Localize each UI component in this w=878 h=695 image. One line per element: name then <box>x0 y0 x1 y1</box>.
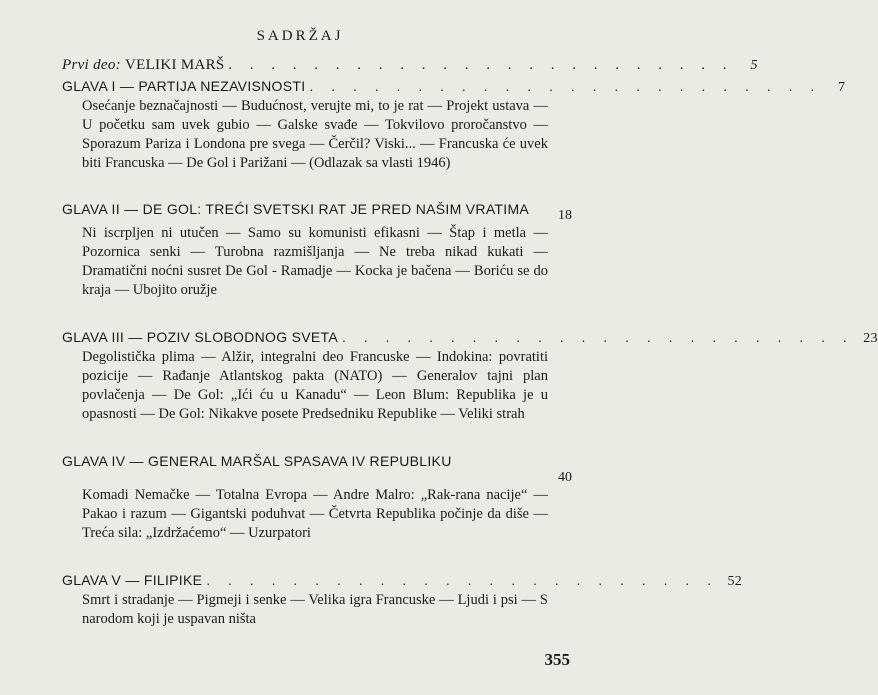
chapter-entry-2 <box>62 200 572 300</box>
chapter-heading: GLAVA I — PARTIJA NEZAVISNOSTI <box>62 78 306 94</box>
part-title: VELIKI MARŠ <box>125 57 225 73</box>
chapter-entry-1 <box>62 77 846 173</box>
chapter-topics: Ni iscrpljen ni utučen — Samo su komunisti efikasni — Štap i metla — Pozornica senki — Turobna razmišljanja — Ne treba nikad kukati — Dramatični noćni susret De Gol - Ramadje — Kocka je bačena — Boriću se do kraja — Ubojito oružje <box>82 225 548 298</box>
chapter-page-number: 18 <box>558 208 572 223</box>
chapter-entry-5 <box>62 571 743 629</box>
chapter-heading: GLAVA IV — GENERAL MARŠAL SPASAVA IV REPUBLIKU <box>62 453 452 469</box>
chapter-topics: Osećanje beznačajnosti — Budućnost, verujte mi, to je rat — Projekt ustava — U početku sam uvek gubio — Galske svađe — Tokvilovo proročanstvo — Sporazum Pariza i Londona pre svega — Čerčil? Viski... — Francuska će uvek biti Francuska — De Gol i Parižani — (Odlazak sa vlasti 1946) <box>82 98 548 171</box>
chapter-page-number: 52 <box>727 574 743 589</box>
dot-leader: . . . . . . . . . . . . . . . . . . . . . . . . <box>341 329 854 345</box>
chapter-heading: GLAVA V — FILIPIKE <box>62 572 203 588</box>
page-title: SADRŽAJ <box>256 28 344 44</box>
part-entry <box>62 56 758 75</box>
chapter-topics: Smrt i stradanje — Pigmeji i senke — Velika igra Francuske — Ljudi i psi — S narodom koji je uspavan ništa <box>82 592 548 627</box>
dot-leader: . . . . . . . . . . . . . . . . . . . . . . . . <box>206 572 719 588</box>
chapter-heading: GLAVA III — POZIV SLOBODNOG SVETA <box>62 329 338 345</box>
chapter-entry-3 <box>62 328 878 424</box>
table-of-contents <box>62 52 878 629</box>
page-number: 355 <box>544 650 570 669</box>
chapter-heading: GLAVA II — DE GOL: TREĆI SVETSKI RAT JE PRED NAŠIM VRATIMA <box>62 201 530 217</box>
chapter-page-number: 23 <box>863 331 878 346</box>
part-page-number: 5 <box>750 58 758 73</box>
chapter-page-number: 40 <box>558 470 572 485</box>
part-prefix: Prvi deo: <box>62 57 121 73</box>
chapter-page-number: 7 <box>837 80 846 95</box>
dot-leader: . . . . . . . . . . . . . . . . . . . . . . . . <box>309 78 822 94</box>
chapter-topics: Degolistička plima — Alžir, integralni deo Francuske — Indokina: povratiti pozicije — Rađanje Atlantskog pakta (NATO) — Generalov tajni plan povlačenja — De Gol: „Ići ću u Kanadu“ — Leon Blum: Republika je u opasnosti — De Gol: Nikakve posete Predsedniku Republike — Veliki strah <box>82 349 548 422</box>
chapter-entry-4 <box>62 452 572 543</box>
dot-leader: . . . . . . . . . . . . . . . . . . . . . . . . <box>228 57 734 73</box>
chapter-topics: Komadi Nemačke — Totalna Evropa — Andre Malro: „Rak-rana nacije“ — Pakao i razum — Gigantski poduhvat — Četvrta Republika počinje da diše — Treća sila: „Izdržaćemo“ — Uzurpatori <box>82 487 548 541</box>
